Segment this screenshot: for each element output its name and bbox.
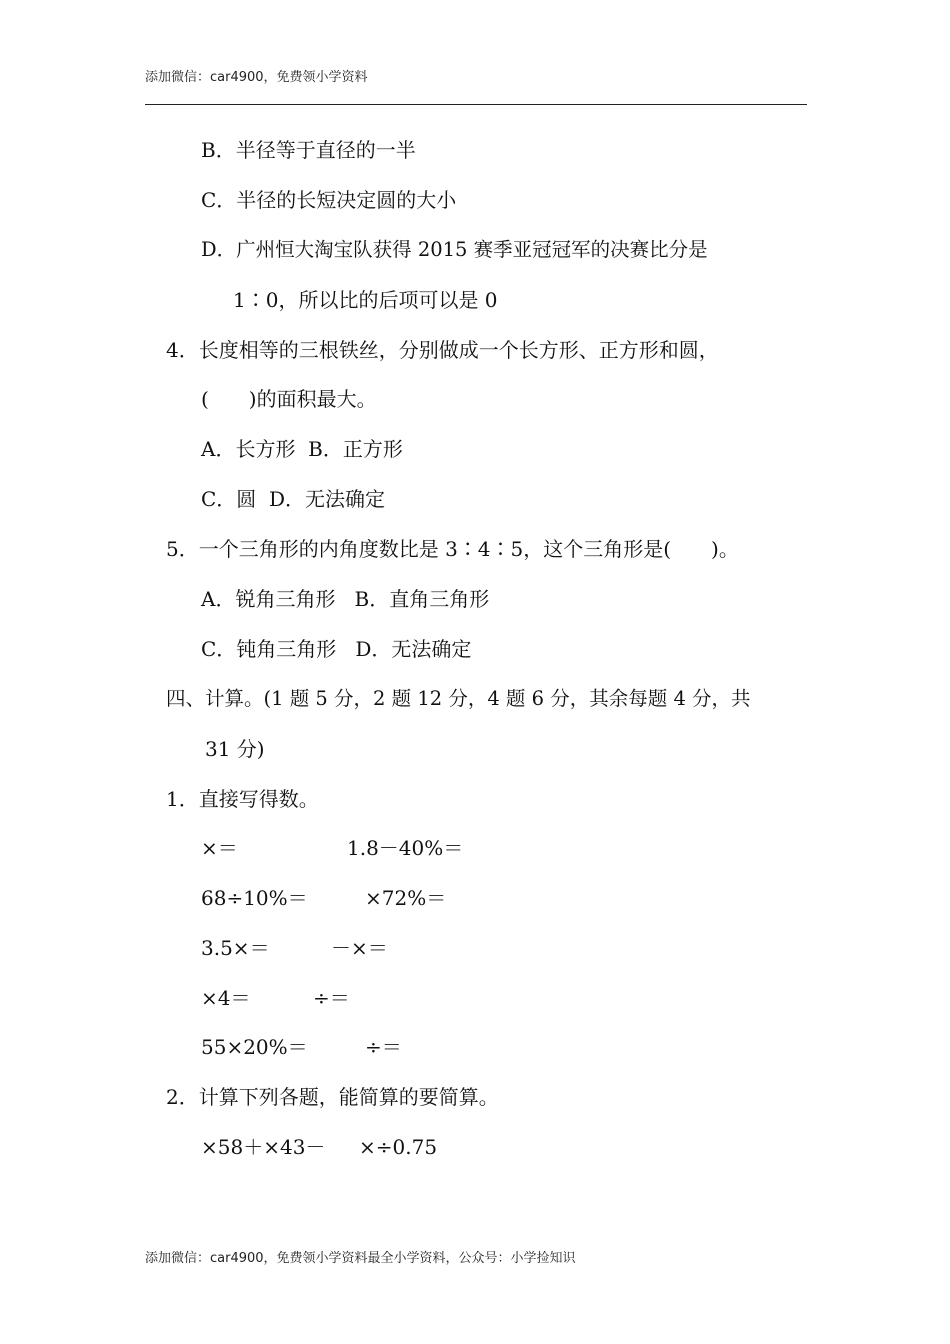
q4-options-cd: C．圆 D．无法确定 bbox=[201, 487, 386, 511]
q3-option-c: C．半径的长短决定圆的大小 bbox=[201, 188, 457, 212]
calc1-row3-right: －×＝ bbox=[331, 936, 388, 960]
section4-title-line1: 四、计算。(1 题 5 分，2 题 12 分，4 题 6 分，其余每题 4 分，共 bbox=[166, 687, 751, 710]
header-rule bbox=[145, 104, 807, 105]
calc1-row5-left: 55×20%＝ bbox=[201, 1035, 308, 1059]
calc2-title: 2．计算下列各题，能简算的要简算。 bbox=[166, 1085, 499, 1109]
calc1-row4-right: ÷＝ bbox=[313, 986, 350, 1010]
q3-option-b: B．半径等于直径的一半 bbox=[201, 138, 416, 162]
calc1-row5-right: ÷＝ bbox=[365, 1035, 402, 1059]
calc2-row1-left: ×58＋×43－ bbox=[201, 1135, 326, 1159]
q3-option-d-line1: D．广州恒大淘宝队获得 2015 赛季亚冠冠军的决赛比分是 bbox=[201, 238, 708, 261]
q3-option-d-line2: 1∶0，所以比的后项可以是 0 bbox=[233, 288, 498, 312]
calc2-row1-right: ×÷0.75 bbox=[359, 1135, 438, 1159]
calc1-row1-right: 1.8－40%＝ bbox=[347, 836, 464, 860]
q4-options-ab: A．长方形 B．正方形 bbox=[201, 437, 403, 461]
q5-stem: 5．一个三角形的内角度数比是 3∶4∶5，这个三角形是( )。 bbox=[166, 537, 739, 561]
q4-stem-line1: 4．长度相等的三根铁丝，分别做成一个长方形、正方形和圆， bbox=[166, 338, 719, 362]
q5-options-cd: C．钝角三角形 D．无法确定 bbox=[201, 637, 472, 661]
calc1-title: 1．直接写得数。 bbox=[166, 787, 319, 811]
calc1-row1-left: ×＝ bbox=[201, 836, 238, 860]
section4-title-line2: 31 分) bbox=[205, 737, 265, 761]
calc1-row4-left: ×4＝ bbox=[201, 986, 251, 1010]
q4-stem-line2: ( )的面积最大。 bbox=[201, 387, 377, 411]
calc1-row3-left: 3.5×＝ bbox=[201, 936, 270, 960]
q5-options-ab: A．锐角三角形 B．直角三角形 bbox=[201, 587, 490, 611]
page-footer: 添加微信：car4900，免费领小学资料最全小学资料，公众号：小学捡知识 bbox=[145, 1251, 576, 1266]
page-header: 添加微信：car4900，免费领小学资料 bbox=[145, 70, 368, 85]
calc1-row2-left: 68÷10%＝ bbox=[201, 886, 308, 910]
calc1-row2-right: ×72%＝ bbox=[365, 886, 447, 910]
